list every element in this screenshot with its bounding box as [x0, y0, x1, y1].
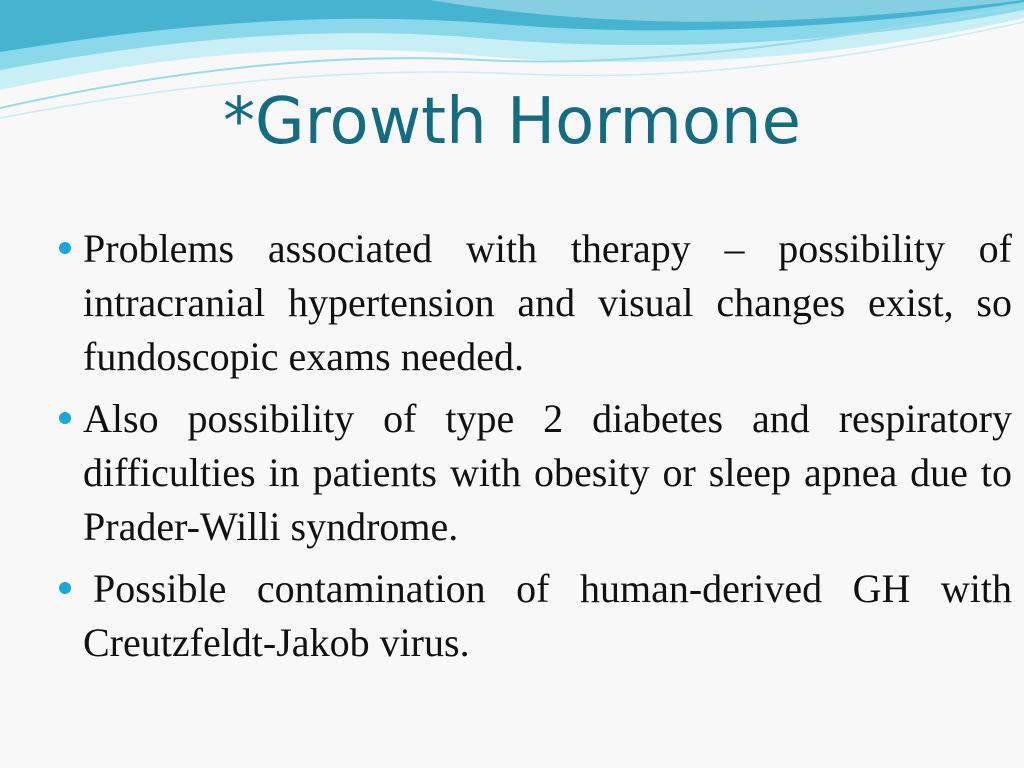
bullet-item [56, 392, 1012, 554]
bullet-item [56, 222, 1012, 384]
bullet-dot-icon [59, 242, 71, 254]
bullet-text: Also possibility of type 2 diabetes and respiratory difficulties in patients with obesity or sleep apnea due to Prader-Willi syndrome. [83, 396, 1012, 549]
bullet-text: Problems associated with therapy – possibility of intracranial hypertension and visual changes exist, so fundoscopic exams needed. [83, 226, 1012, 379]
bullet-text: Possible contamination of human-derived GH with Creutzfeldt-Jakob virus. [83, 566, 1012, 665]
slide-title: *Growth Hormone [223, 85, 801, 159]
bullet-dot-icon [59, 582, 71, 594]
bullet-item [56, 562, 1012, 670]
bullet-dot-icon [59, 412, 71, 424]
bullet-list [56, 222, 1012, 678]
